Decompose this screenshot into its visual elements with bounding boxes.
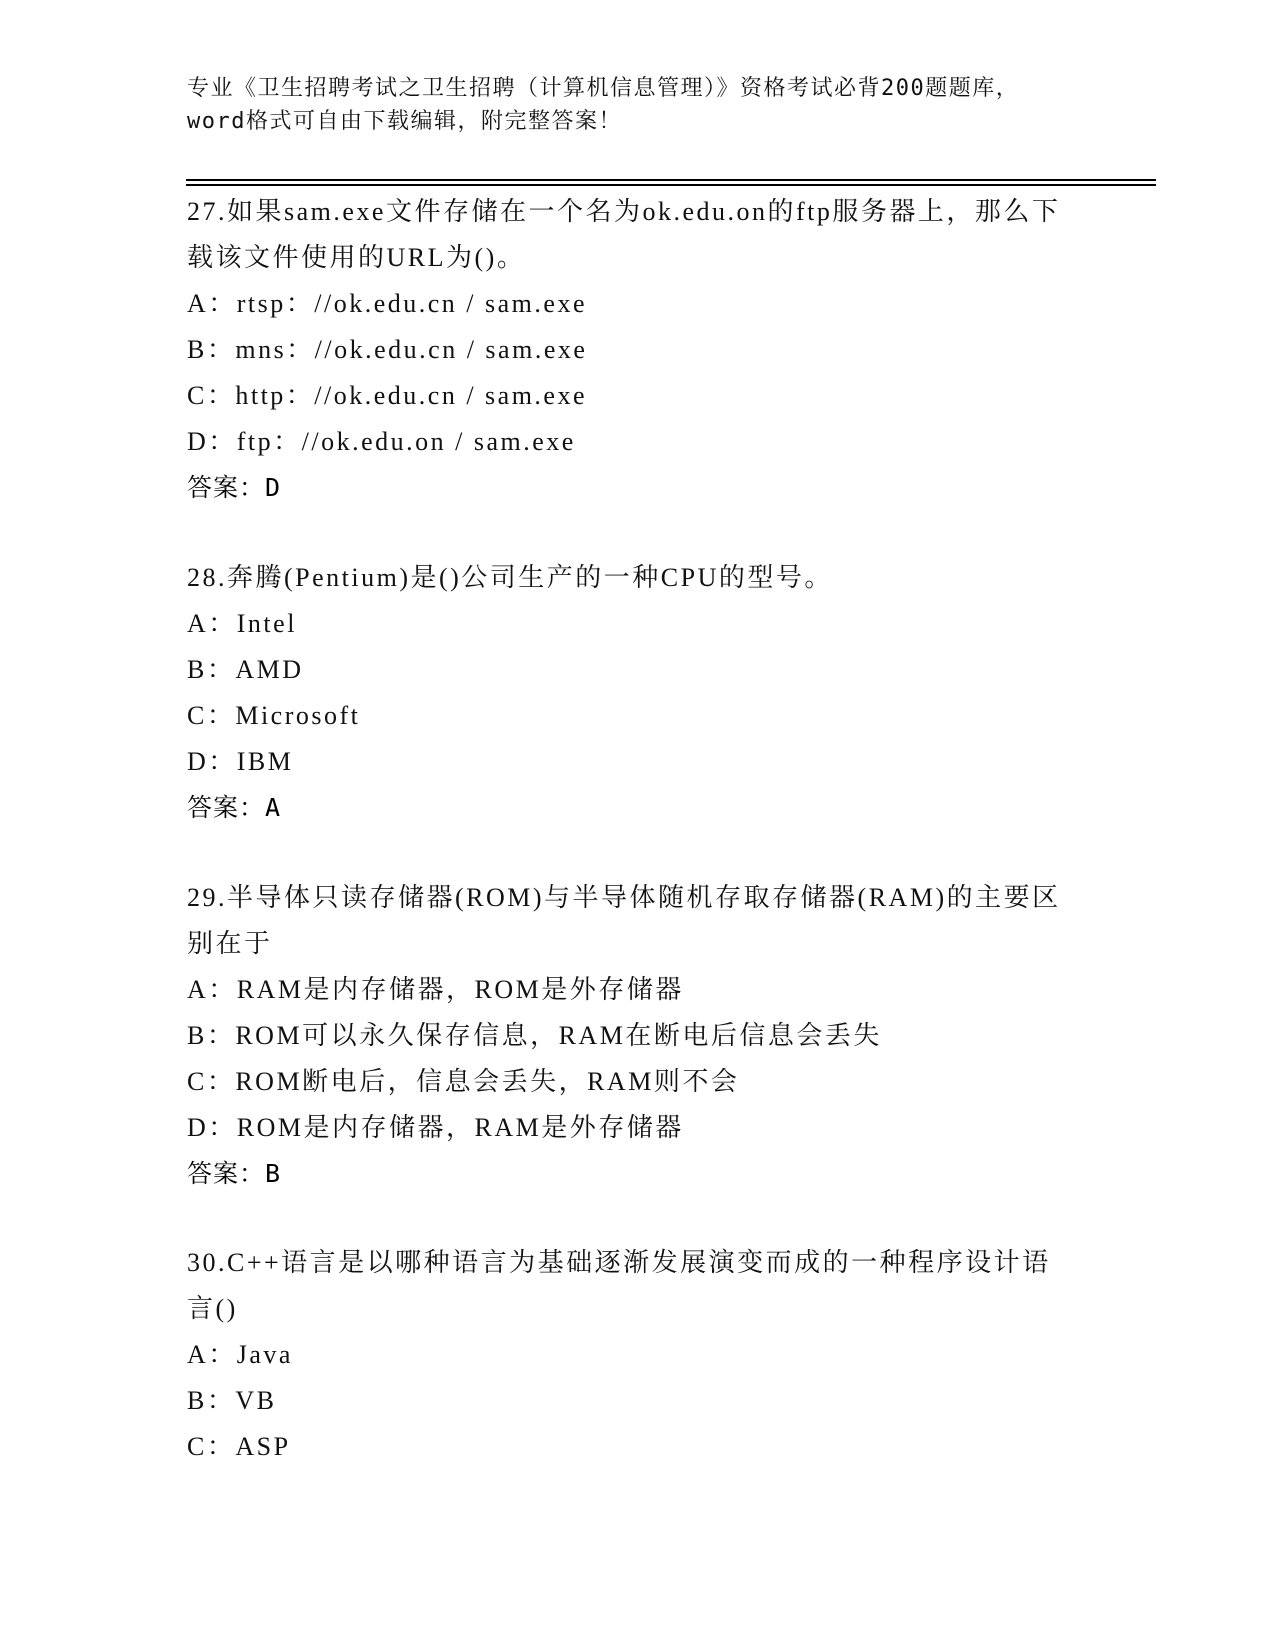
option-b: B：AMD [187, 655, 304, 684]
option-c: C：ROM断电后，信息会丢失，RAM则不会 [187, 1067, 740, 1096]
option-a: A：rtsp：//ok.edu.cn / sam.exe [187, 289, 587, 318]
option-a: A：Java [187, 1340, 293, 1369]
option-d: D：ROM是内存储器，RAM是外存储器 [187, 1113, 684, 1142]
option-b: B：mns：//ok.edu.cn / sam.exe [187, 335, 588, 364]
option-b: B：VB [187, 1386, 277, 1415]
header-divider-top [186, 179, 1156, 181]
question-29 [187, 875, 1077, 1197]
option-a: A：Intel [187, 609, 297, 638]
option-c: C：Microsoft [187, 701, 361, 730]
option-d: D：ftp：//ok.edu.on / sam.exe [187, 427, 576, 456]
question-28 [187, 555, 1077, 831]
option-b: B：ROM可以永久保存信息，RAM在断电后信息会丢失 [187, 1021, 882, 1050]
question-text: 28.奔腾(Pentium)是()公司生产的一种CPU的型号。 [187, 563, 833, 592]
option-a: A：RAM是内存储器，ROM是外存储器 [187, 975, 684, 1004]
answer: 答案：A [187, 793, 282, 822]
question-text: 27.如果sam.exe文件存储在一个名为ok.edu.on的ftp服务器上，那么下载该文件使用的URL为()。 [187, 197, 1061, 272]
header-divider-bottom [186, 184, 1156, 186]
document-header [187, 72, 1087, 138]
answer: 答案：D [187, 473, 282, 502]
answer: 答案：B [187, 1159, 282, 1188]
option-c: C：ASP [187, 1432, 291, 1461]
question-27 [187, 189, 1077, 511]
question-text: 29.半导体只读存储器(ROM)与半导体随机存取存储器(RAM)的主要区别在于 [187, 883, 1061, 958]
header-line-2: word格式可自由下载编辑，附完整答案！ [187, 109, 622, 134]
option-c: C：http：//ok.edu.cn / sam.exe [187, 381, 588, 410]
question-30 [187, 1240, 1077, 1470]
header-line-1: 专业《卫生招聘考试之卫生招聘（计算机信息管理）》资格考试必背200题题库， [187, 76, 1020, 101]
question-text: 30.C++语言是以哪种语言为基础逐渐发展演变而成的一种程序设计语言() [187, 1248, 1051, 1323]
option-d: D：IBM [187, 747, 294, 776]
